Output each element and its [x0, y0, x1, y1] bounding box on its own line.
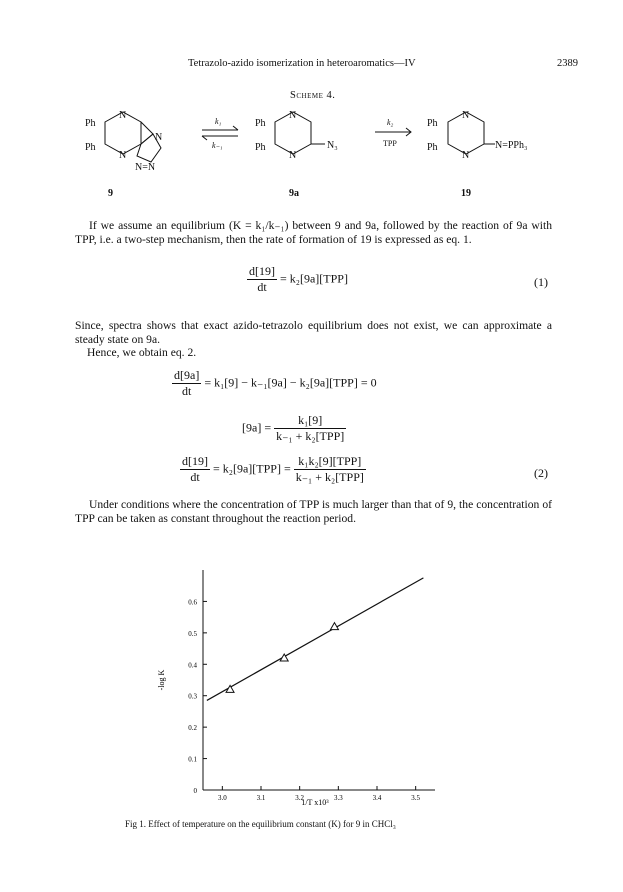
equation-2-label: (2): [534, 466, 548, 480]
scheme-n3: N₃: [327, 140, 338, 151]
equation-1: [247, 264, 348, 295]
scheme-title: Scheme 4.: [290, 90, 336, 101]
paragraph-1: If we assume an equilibrium (K = k₁/k₋₁) between 9 and 9a, followed by the reaction of 9a with TPP, i.e. a two-step mechanism, then the rate of formation of 19 is expressed as eq. 1.: [75, 219, 552, 247]
x-tick-label: 3.4: [372, 794, 382, 802]
eq2c-denominator: dt: [190, 470, 200, 484]
fit-line: [207, 578, 424, 701]
paragraph-4: Under conditions where the concentration of TPP is much larger than that of 9, the concentration of TPP can be taken as constant throughout the reaction period.: [75, 498, 552, 526]
arrow2-bottom-label: TPP: [383, 139, 397, 148]
eq2c-mid: = k₂[9a][TPP] =: [213, 461, 291, 476]
reaction-scheme: [75, 110, 575, 205]
equation-2c: [180, 454, 366, 485]
chart-marks: [207, 578, 424, 701]
eq1-denominator: dt: [257, 280, 267, 294]
y-tick-label: 0.6: [188, 598, 197, 607]
scheme-n-2: N: [119, 150, 127, 161]
scheme-ph-2: Ph: [85, 142, 96, 153]
y-axis-label: -log K: [157, 669, 166, 691]
x-axis-label: 1/T x10³: [301, 798, 329, 807]
eq2c-right-numerator: k₁k₂[9][TPP]: [294, 454, 366, 470]
scheme-n-7: N: [462, 150, 470, 161]
figure-1-chart: [150, 560, 450, 810]
x-tick-label: 3.3: [333, 794, 343, 802]
eq2b-numerator: k₁[9]: [274, 413, 346, 429]
scheme-ph-5: Ph: [427, 118, 438, 129]
eq2b-denominator: k₋₁ + k₂[TPP]: [276, 429, 345, 443]
eq2a-numerator: d[9a]: [174, 368, 200, 382]
x-tick-label: 3.0: [217, 794, 227, 802]
compound-label-9: 9: [108, 188, 113, 199]
eq2c-right-denominator: k₋₁ + k₂[TPP]: [295, 470, 364, 484]
arrow1-top-label: k₁: [215, 117, 222, 126]
eq2a-denominator: dt: [181, 384, 192, 398]
arrow1-bottom-label: k₋₁: [212, 141, 223, 150]
y-tick-label: 0.2: [188, 724, 197, 733]
y-tick-label: 0.1: [188, 755, 197, 764]
arrow2-top-label: k₂: [387, 118, 394, 127]
scheme-n-1: N: [119, 110, 127, 121]
eq2a-rhs: = k₁[9] − k₋₁[9a] − k₂[9a][TPP] = 0: [204, 375, 377, 390]
equation-2b: [242, 413, 346, 444]
scheme-n-4: N: [289, 110, 297, 121]
y-tick-label: 0: [193, 787, 197, 795]
scheme-nppph3: N=PPh₃: [495, 140, 528, 151]
scheme-ph-3: Ph: [255, 118, 266, 129]
eq2b-lhs: [9a] =: [242, 420, 272, 435]
y-tick-label: 0.3: [188, 692, 197, 701]
scheme-nn: N=N: [135, 162, 156, 173]
y-tick-label: 0.4: [188, 661, 197, 670]
scheme-n-3: N: [155, 132, 163, 143]
paragraph-2: Since, spectra shows that exact azido-tetrazolo equilibrium does not exist, we can approximate a steady state on 9a.: [75, 319, 552, 347]
scheme-ph-1: Ph: [85, 118, 96, 129]
equation-2a: [172, 368, 377, 399]
equation-1-label: (1): [534, 275, 548, 289]
eq1-numerator: d[19]: [249, 264, 275, 278]
eq1-rhs: = k₂[9a][TPP]: [280, 271, 348, 286]
eq2c-numerator: d[19]: [182, 454, 208, 468]
x-tick-label: 3.2: [295, 794, 305, 802]
y-tick-label: 0.5: [188, 629, 197, 638]
compound-label-19: 19: [461, 188, 471, 199]
x-tick-label: 3.1: [256, 794, 266, 802]
compound-label-9a: 9a: [289, 188, 299, 199]
scheme-ph-6: Ph: [427, 142, 438, 153]
running-header-title: Tetrazolo-azido isomerization in heteroaromatics—IV: [188, 58, 416, 69]
figure-caption: Fig 1. Effect of temperature on the equilibrium constant (K) for 9 in CHCl₃: [125, 819, 396, 829]
page-number: 2389: [557, 58, 578, 69]
scheme-n-6: N: [462, 110, 470, 121]
scheme-n-5: N: [289, 150, 297, 161]
x-tick-label: 3.5: [411, 794, 421, 802]
paragraph-3: Hence, we obtain eq. 2.: [87, 346, 197, 359]
chart-axes: [188, 570, 435, 802]
scheme-ph-4: Ph: [255, 142, 266, 153]
